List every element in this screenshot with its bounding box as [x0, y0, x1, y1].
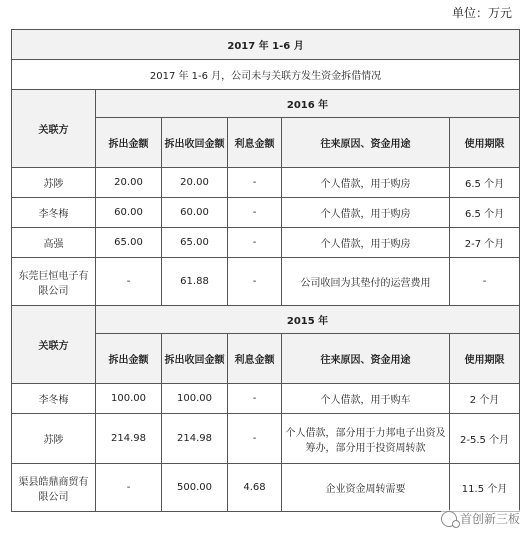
term-cell: 2 个月	[450, 384, 520, 414]
related-party-header-2016: 关联方	[12, 90, 96, 168]
table-row	[12, 168, 520, 198]
out-cell: 65.00	[96, 228, 162, 258]
reason-cell: 个人借款，用于购房	[282, 228, 450, 258]
term-cell: 2-7 个月	[450, 228, 520, 258]
term-cell: 11.5 个月	[450, 464, 520, 512]
out-cell: 60.00	[96, 198, 162, 228]
col-interest-2016: 利息金额	[228, 118, 282, 168]
reason-cell: 个人借款，部分用于力邦电子出资及筹办，部分用于投资周转款	[282, 414, 450, 464]
wechat-icon	[441, 511, 457, 527]
term-cell: -	[450, 258, 520, 306]
term-cell: 2-5.5 个月	[450, 414, 520, 464]
interest-cell: -	[228, 168, 282, 198]
reason-cell: 个人借款，用于购车	[282, 384, 450, 414]
party-cell: 李冬梅	[12, 384, 96, 414]
table-row	[12, 384, 520, 414]
col-back-amount-2015: 拆出收回金额	[162, 334, 228, 384]
interest-cell: -	[228, 384, 282, 414]
table-row	[12, 464, 520, 512]
out-cell: 100.00	[96, 384, 162, 414]
reason-cell: 个人借款，用于购房	[282, 198, 450, 228]
col-out-amount-2016: 拆出金额	[96, 118, 162, 168]
reason-cell: 企业资金周转需要	[282, 464, 450, 512]
interest-cell: 4.68	[228, 464, 282, 512]
out-cell: -	[96, 464, 162, 512]
period-desc-row	[12, 60, 520, 90]
col-reason-2016: 往来原因、资金用途	[282, 118, 450, 168]
interest-cell: -	[228, 414, 282, 464]
table-row	[12, 258, 520, 306]
watermark-text: 首创新三板	[459, 512, 520, 526]
interest-cell: -	[228, 228, 282, 258]
col-back-amount-2016: 拆出收回金额	[162, 118, 228, 168]
col-term-2015: 使用期限	[450, 334, 520, 384]
back-cell: 20.00	[162, 168, 228, 198]
back-cell: 100.00	[162, 384, 228, 414]
col-out-amount-2015: 拆出金额	[96, 334, 162, 384]
back-cell: 61.88	[162, 258, 228, 306]
related-party-header-2015: 关联方	[12, 306, 96, 384]
back-cell: 65.00	[162, 228, 228, 258]
period-title-row	[12, 30, 520, 60]
table-row	[12, 414, 520, 464]
term-cell: 6.5 个月	[450, 168, 520, 198]
col-reason-2015: 往来原因、资金用途	[282, 334, 450, 384]
table-row	[12, 228, 520, 258]
related-party-lending-table	[11, 29, 520, 512]
party-cell: 李冬梅	[12, 198, 96, 228]
party-cell: 高强	[12, 228, 96, 258]
unit-label: 单位：万元	[451, 6, 512, 20]
party-cell: 苏陟	[12, 414, 96, 464]
term-cell: 6.5 个月	[450, 198, 520, 228]
out-cell: 20.00	[96, 168, 162, 198]
back-cell: 60.00	[162, 198, 228, 228]
interest-cell: -	[228, 258, 282, 306]
party-cell: 渠县皓鼎商贸有限公司	[12, 464, 96, 512]
section-2015-year-row	[12, 306, 520, 334]
out-cell: 214.98	[96, 414, 162, 464]
reason-cell: 个人借款，用于购房	[282, 168, 450, 198]
col-term-2016: 使用期限	[450, 118, 520, 168]
party-cell: 东莞巨恒电子有限公司	[12, 258, 96, 306]
year-2016: 2016 年	[96, 90, 520, 118]
period-title: 2017 年 1-6 月	[12, 30, 520, 60]
section-2016-year-row	[12, 90, 520, 118]
col-interest-2015: 利息金额	[228, 334, 282, 384]
watermark	[441, 510, 520, 527]
back-cell: 214.98	[162, 414, 228, 464]
interest-cell: -	[228, 198, 282, 228]
table-row	[12, 198, 520, 228]
reason-cell: 公司收回为其垫付的运营费用	[282, 258, 450, 306]
out-cell: -	[96, 258, 162, 306]
back-cell: 500.00	[162, 464, 228, 512]
party-cell: 苏陟	[12, 168, 96, 198]
period-desc: 2017 年 1-6 月，公司未与关联方发生资金拆借情况	[12, 60, 520, 90]
year-2015: 2015 年	[96, 306, 520, 334]
